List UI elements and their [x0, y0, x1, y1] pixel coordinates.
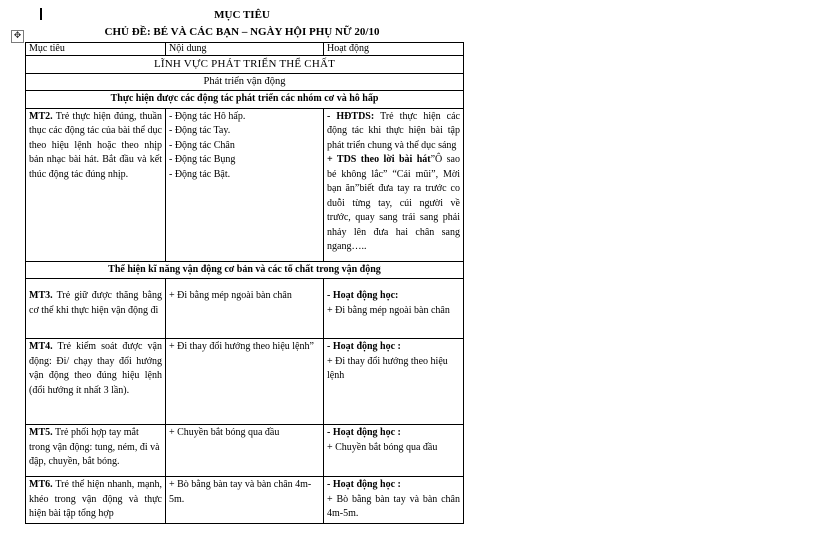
activity-label: - HĐTDS:	[327, 110, 375, 122]
objective-text: Trẻ giữ được thăng bằng cơ thể khi thực hiện vận động đi	[29, 290, 162, 316]
objective-code: MT2.	[29, 110, 53, 122]
content-cell	[166, 108, 324, 261]
page-title: MỤC TIÊU	[214, 9, 270, 21]
activity-text: + Bò bằng bàn tay và bàn chân 4m-5m.	[327, 493, 460, 519]
content-item: - Động tác Bật.	[169, 168, 231, 180]
activity-cell	[324, 339, 464, 425]
content-cell	[166, 339, 324, 425]
table-row	[26, 339, 464, 425]
objective-cell	[26, 425, 166, 477]
content-item: + Đi bằng mép ngoài bàn chân	[169, 290, 292, 301]
objective-cell	[26, 477, 166, 524]
section-row	[26, 56, 464, 74]
column-header-objective: Mục tiêu	[26, 43, 166, 56]
objective-text: Trẻ phối hợp tay mắt trong vận động: tung, ném, đi và đập, chuyền, bắt bóng.	[29, 427, 160, 467]
subsection-title: Phát triển vận động	[26, 73, 464, 91]
content-cell	[166, 279, 324, 339]
activity-label: - Hoạt động học :	[327, 341, 401, 352]
content-item: - Động tác Bụng	[169, 154, 236, 165]
objective-code: MT6.	[29, 479, 53, 490]
objective-cell	[26, 279, 166, 339]
objective-code: MT3.	[29, 290, 53, 301]
content-item: + Bò bằng bàn tay và bàn chân 4m-5m.	[169, 479, 312, 505]
objectives-table	[25, 42, 464, 524]
activity-text: Trẻ thực hiện các động tác khi thực hiện bài tập phát triển chung và thể dục sáng	[327, 110, 460, 151]
activity-text: + Đi bằng mép ngoài bàn chân	[327, 304, 450, 316]
activity-cell	[324, 425, 464, 477]
objective-text: Trẻ kiểm soát được vận động: Đi/ chạy thay đổi hướng vận động theo đúng hiệu lệnh (đổi hướng ít nhất 3 lần).	[29, 341, 162, 396]
content-cell	[166, 477, 324, 524]
table-row	[26, 108, 464, 261]
activity-cell	[324, 108, 464, 261]
content-item: + Chuyền bắt bóng qua đầu	[169, 427, 280, 438]
objective-text: Trẻ thể hiện nhanh, mạnh, khéo trong vận động và thực hiện bài tập tổng hợp	[29, 479, 162, 519]
page-subtitle: CHỦ ĐỀ: BÉ VÀ CÁC BẠN – NGÀY HỘI PHỤ NỮ 20/10	[104, 26, 380, 38]
objective-text: Trẻ thực hiện đúng, thuần thục các động tác của bài thể dục theo hiệu lệnh hoặc theo nhịp bản nhạc bài hát. Bắt đầu và kết thúc động tác đúng nhịp.	[29, 110, 162, 180]
activity-label: - Hoạt động học :	[327, 479, 401, 490]
objective-code: MT4.	[29, 341, 53, 352]
activity-label: + TDS theo lời bài hát	[327, 154, 431, 165]
table-row	[26, 477, 464, 524]
group-row	[26, 91, 464, 109]
group1-title: Thực hiện được các động tác phát triển các nhóm cơ và hô hấp	[26, 91, 464, 109]
objective-cell	[26, 108, 166, 261]
section-title: LĨNH VỰC PHÁT TRIỂN THỂ CHẤT	[26, 56, 464, 74]
table-header-row	[26, 43, 464, 56]
subsection-row	[26, 73, 464, 91]
content-item: - Động tác Chân	[169, 139, 235, 151]
activity-cell	[324, 477, 464, 524]
activity-text: + Đi thay đổi hướng theo hiệu lệnh	[327, 355, 448, 381]
table-move-handle-icon[interactable]: ✥	[11, 30, 24, 43]
objective-cell	[26, 339, 166, 425]
table-row	[26, 425, 464, 477]
objective-code: MT5.	[29, 427, 53, 438]
activity-label: - Hoạt động học:	[327, 290, 399, 301]
content-cell	[166, 425, 324, 477]
table-row	[26, 279, 464, 339]
group2-title: Thể hiện kĩ năng vận động cơ bản và các tố chất trong vận động	[26, 261, 464, 279]
activity-label: - Hoạt động học :	[327, 427, 401, 438]
activity-text: ”Ô sao bé không lắc” “Cái mũi”, Mời bạn ăn”biết đưa tay ra trước co duỗi từng tay, cúi người về trước, quay sang trái sang phải nhảy lên đưa hai chân sang ngang…..	[327, 154, 460, 252]
activity-text: + Chuyền bắt bóng qua đầu	[327, 441, 438, 453]
column-header-content: Nội dung	[166, 43, 324, 56]
content-item: + Đi thay đổi hướng theo hiệu lệnh”	[169, 341, 314, 352]
group-row	[26, 261, 464, 279]
activity-cell	[324, 279, 464, 339]
content-item: - Động tác Tay.	[169, 125, 231, 136]
column-header-activity: Hoạt động	[324, 43, 464, 56]
content-item: - Động tác Hô hấp.	[169, 110, 246, 122]
